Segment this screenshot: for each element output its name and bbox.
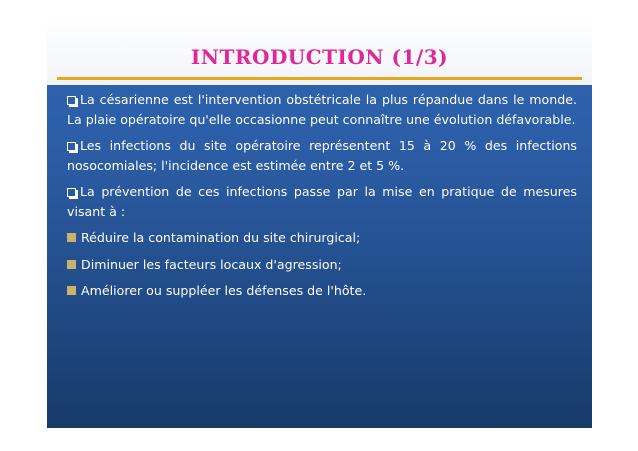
slide-title: INTRODUCTION (1/3) (190, 45, 449, 69)
checkbox-square-icon (67, 96, 76, 105)
filled-square-icon (67, 233, 76, 242)
filled-square-icon (67, 286, 76, 295)
filled-square-icon (67, 260, 76, 269)
slide (47, 14, 592, 428)
paragraph-1 (67, 90, 577, 129)
slide-body (67, 90, 577, 308)
title-underline (57, 77, 582, 80)
bullet-1-text: Réduire la contamination du site chirurgical; (81, 230, 361, 245)
checkbox-square-icon (67, 142, 76, 151)
paragraph-2-text: Les infections du site opératoire représentent 15 à 20 % des infections nosocomiales; l'incidence est estimée entre 2 et 5 %. (67, 138, 577, 173)
bullet-3-text: Améliorer ou suppléer les défenses de l'hôte. (81, 283, 367, 298)
checkbox-square-icon (67, 188, 76, 197)
bullet-item-1 (67, 228, 577, 248)
paragraph-1-text: La césarienne est l'intervention obstétricale la plus répandue dans le monde. La plaie opératoire qu'elle occasionne peut connaître une évolution défavorable. (67, 92, 577, 127)
bullet-item-3 (67, 281, 577, 301)
bullet-item-2 (67, 255, 577, 275)
paragraph-2 (67, 136, 577, 175)
paragraph-3 (67, 182, 577, 221)
paragraph-3-text: La prévention de ces infections passe par la mise en pratique de mesures visant à : (67, 184, 577, 219)
bullet-2-text: Diminuer les facteurs locaux d'agression; (81, 256, 342, 272)
